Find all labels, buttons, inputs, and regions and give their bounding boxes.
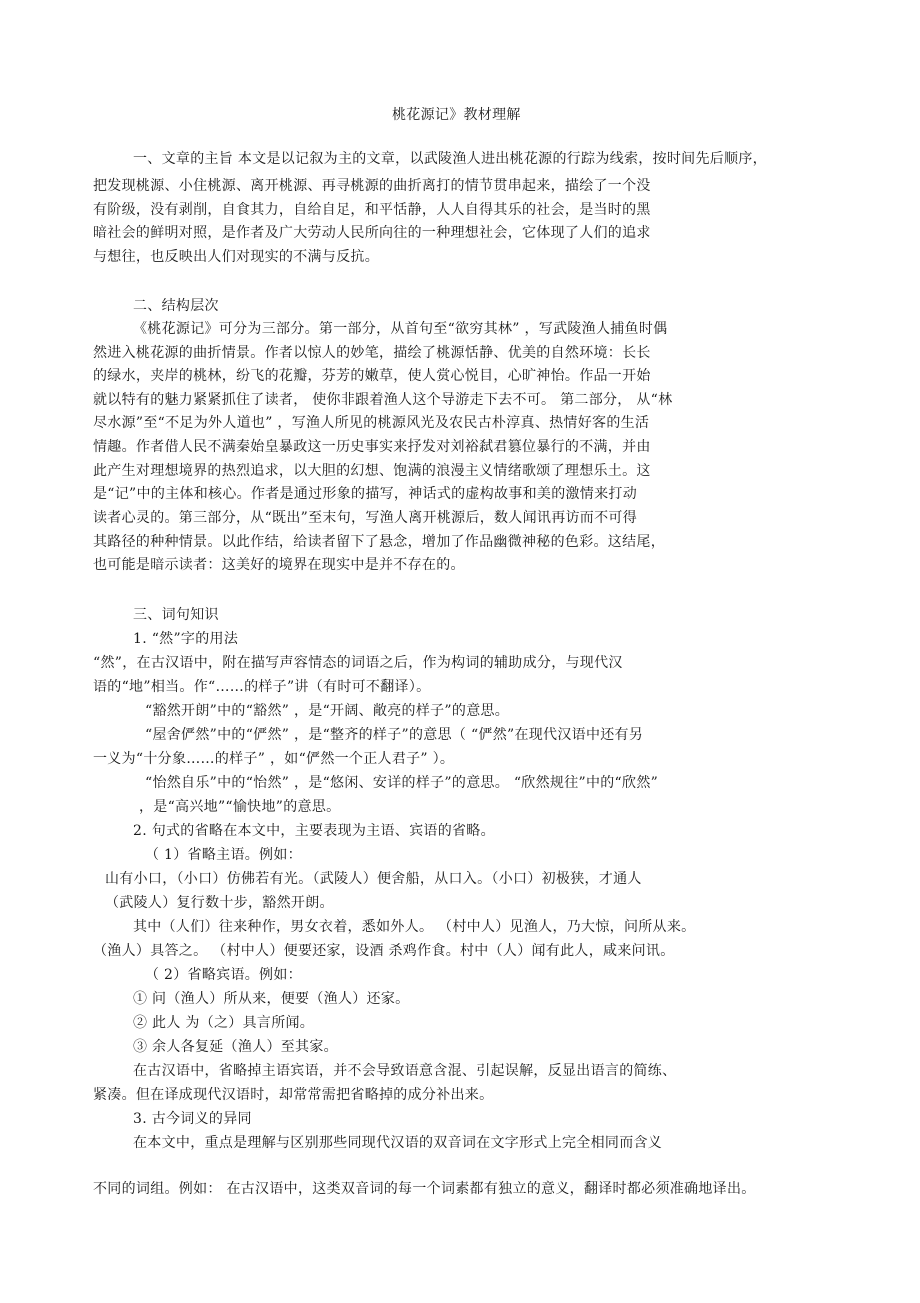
paragraph-line: 不同的词组。例如： 在古汉语中，这类双音词的每一个词素都有独立的意义，翻译时都必须准确地译出。 [93, 1181, 756, 1197]
section-heading: 三、词句知识 [133, 607, 219, 623]
paragraph-line: 紧凑。但在译成现代汉语时，却常常需把省略掉的成分补出来。 [93, 1087, 494, 1103]
paragraph-line: 有阶级，没有剥削，自食其力，自给自足，和平恬静，人人自得其乐的社会，是当时的黑 [93, 202, 651, 218]
paragraph-line: “屋舍俨然”中的“俨然” ，是“整齐的样子”的意思（ “俨然”在现代汉语中还有另 [145, 727, 644, 743]
paragraph-line: 读者心灵的。第三部分，从“既出”至末句，写渔人离开桃源后，数人闻讯再访而不可得 [93, 510, 638, 526]
paragraph-line: 在古汉语中，省略掉主语宾语，并不会导致语意含混、引起误解，反显出语言的简练、 [133, 1063, 677, 1079]
paragraph-line: 其路径的种种情景。以此作结，给读者留下了悬念，增加了作品幽微神秘的色彩。这结尾， [93, 534, 665, 550]
paragraph-line: ② 此人 为（之）具言所闻。 [133, 1015, 315, 1031]
paragraph-line: 也可能是暗示读者：这美好的境界在现实中是并不存在的。 [93, 557, 465, 573]
paragraph-line: ③ 余人各复延（渔人）至其家。 [133, 1039, 338, 1055]
paragraph-line: 的绿水，夹岸的桃林，纷飞的花瓣，芬芳的嫩草，使人赏心悦目，心旷神怡。作品一开始 [93, 368, 651, 384]
paragraph-line: （武陵人）复行数十步，豁然开朗。 [105, 895, 334, 911]
document-title: 桃花源记》教材理解 [392, 107, 521, 123]
paragraph-line: 然进入桃花源的曲折情景。作者以惊人的妙笔，描绘了桃源恬静、优美的自然环境：长长 [93, 345, 651, 361]
paragraph-line: （ 1）省略主语。例如： [145, 847, 302, 863]
paragraph-line: 就以特有的魅力紧紧抓住了读者， 使你非跟着渔人这个导游走下去不可。 第二部分， 从“林 [93, 392, 673, 408]
paragraph-line: “怡然自乐”中的“怡然” ，是“悠闲、安详的样子”的意思。 “欣然规往”中的“欣然” [145, 775, 659, 791]
paragraph-line: 此产生对理想境界的热烈追求，以大胆的幻想、饱满的浪漫主义情绪歌颂了理想乐土。这 [93, 463, 651, 479]
paragraph-line: （ 2）省略宾语。例如： [145, 967, 302, 983]
paragraph-line: 一义为“十分象……的样子” ，如“俨然一个正人君子” ）。 [93, 751, 455, 767]
paragraph-line: ，是“高兴地”“愉快地”的意思。 [139, 799, 341, 815]
paragraph-line: 在本文中，重点是理解与区别那些同现代汉语的双音词在文字形式上完全相同而含义 [133, 1135, 663, 1151]
paragraph-line: 是“记”中的主体和核心。作者是通过形象的描写，神话式的虚构故事和美的激情来打动 [93, 486, 638, 502]
paragraph-line: 与想往，也反映出人们对现实的不满与反抗。 [93, 249, 379, 265]
paragraph-line: ① 问（渔人）所从来，便要（渔人）还家。 [133, 991, 410, 1007]
paragraph-line: 情趣。作者借人民不满秦始皇暴政这一历史事实来抒发对刘裕弑君篡位暴行的不满，并由 [93, 439, 651, 455]
paragraph-line: 暗社会的鲜明对照，是作者及广大劳动人民所向往的一种理想社会，它体现了人们的追求 [93, 225, 651, 241]
paragraph-line: （渔人）具答之。 （村中人）便要还家，设酒 杀鸡作食。村中（人）闻有此人，咸来问讯。 [93, 943, 675, 959]
subsection-heading: 3. 古今词义的异同 [133, 1111, 252, 1127]
paragraph-line: “然”，在古汉语中，附在描写声容情态的词语之后，作为构词的辅助成分，与现代汉 [93, 655, 623, 671]
paragraph-line: 山有小口，（小口）仿佛若有光。（武陵人）便舍船，从口入。（小口）初极狭，才通人 [105, 871, 642, 887]
section-heading: 二、结构层次 [133, 298, 219, 314]
paragraph-line: “豁然开朗”中的“豁然” ，是“开阔、敞亮的样子”的意思。 [145, 703, 510, 719]
paragraph-line: 尽水源”至“不足为外人道也” ，写渔人所见的桃源风光及农民古朴淳真、热情好客的生活 [93, 415, 650, 431]
paragraph-line: 其中（人们）往来种作，男女衣着，悉如外人。 （村中人）见渔人，乃大惊，问所从来。 [133, 919, 696, 935]
paragraph-line: 一、文章的主旨 本文是以记叙为主的文章，以武陵渔人进出桃花源的行踪为线索，按时间先后顺序， [133, 151, 767, 167]
paragraph-line: 语的“地”相当。作“……的样子”讲（有时可不翻译）。 [93, 679, 431, 695]
subsection-heading: 1. “然”字的用法 [133, 631, 239, 647]
paragraph-line: 《桃花源记》可分为三部分。第一部分，从首句至“欲穷其林” ，写武陵渔人捕鱼时偶 [133, 321, 668, 337]
subsection-heading: 2. 句式的省略在本文中，主要表现为主语、宾语的省略。 [133, 823, 495, 839]
paragraph-line: 把发现桃源、小住桃源、离开桃源、再寻桃源的曲折离打的情节贯串起来，描绘了一个没 [93, 178, 651, 194]
